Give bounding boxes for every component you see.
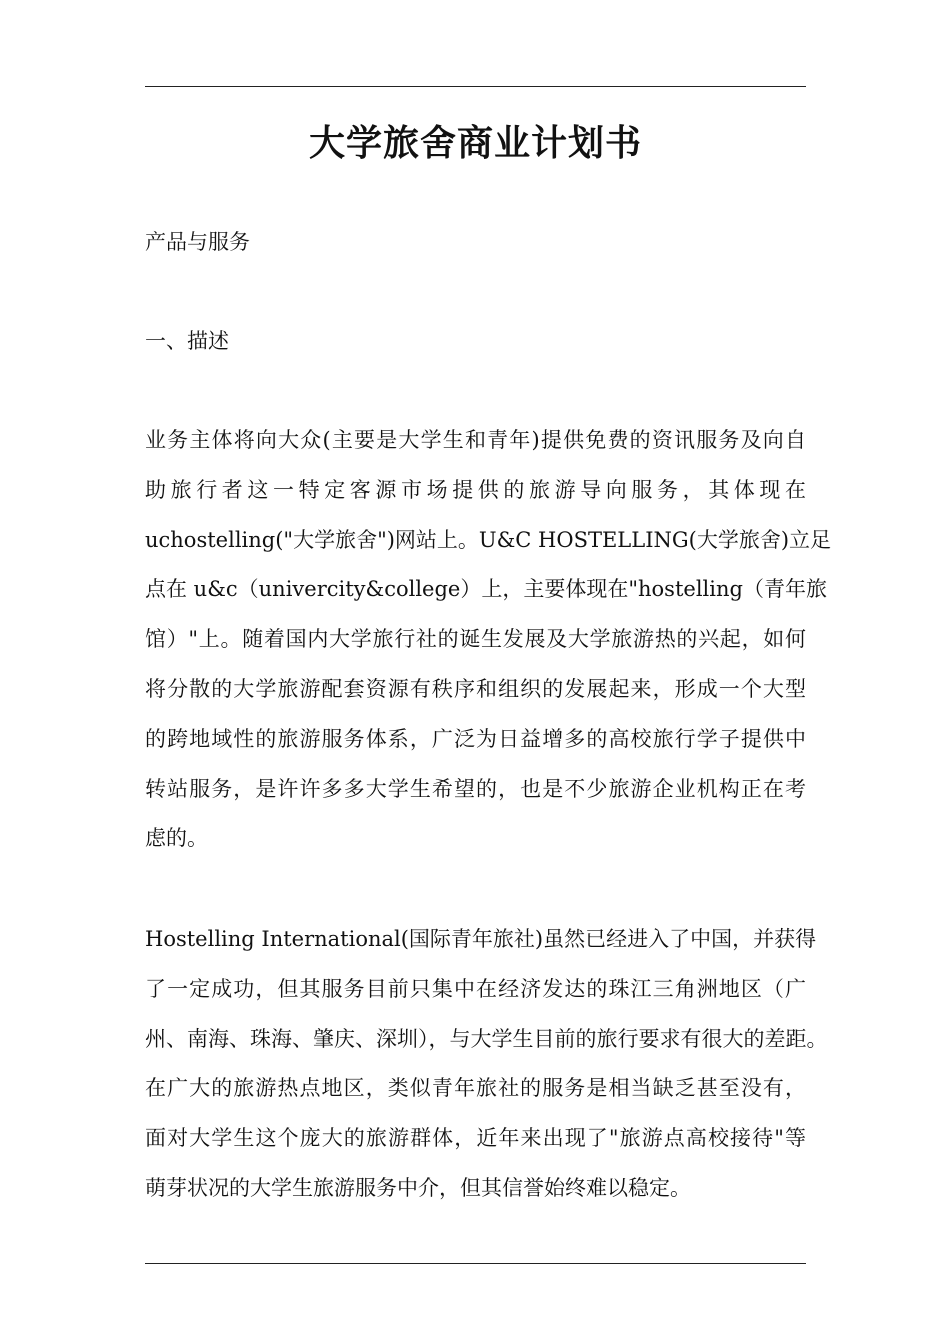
paragraph-line: 的跨地域性的旅游服务体系，广泛为日益增多的高校旅行学子提供中: [145, 726, 806, 751]
paragraph-line: 萌芽状况的大学生旅游服务中介，但其信誉始终难以稳定。: [145, 1175, 691, 1200]
paragraph-line: 州、南海、珠海、肇庆、深圳），与大学生目前的旅行要求有很大的差距。: [145, 1026, 828, 1051]
paragraph-description: [145, 423, 832, 871]
paragraph-line: uchostelling("大学旅舍")网站上。U&C HOSTELLING(大学旅舍)立足: [145, 527, 832, 552]
paragraph-line: Hostelling International(国际青年旅社)虽然已经进入了中国，并获得: [145, 927, 817, 951]
paragraph-line: 业务主体将向大众(主要是大学生和青年)提供免费的资讯服务及向自: [145, 428, 806, 452]
paragraph-line: 助旅行者这一特定客源市场提供的旅游导向服务，其体现在: [145, 477, 806, 502]
document-title: 大学旅舍商业计划书: [308, 123, 642, 164]
paragraph-line: 馆）"上。随着国内大学旅行社的诞生发展及大学旅游热的兴起，如何: [145, 627, 806, 652]
footer-rule: [145, 1263, 806, 1264]
section-heading: 产品与服务: [145, 230, 250, 254]
paragraph-line: 面对大学生这个庞大的旅游群体，近年来出现了"旅游点高校接待"等: [145, 1126, 806, 1151]
subsection-heading: 一、描述: [145, 329, 229, 353]
paragraph-line: 在广大的旅游热点地区，类似青年旅社的服务是相当缺乏甚至没有，: [145, 1076, 806, 1101]
paragraph-line: 转站服务，是许许多多大学生希望的，也是不少旅游企业机构正在考: [145, 776, 806, 801]
paragraph-hostelling-international: [145, 922, 828, 1221]
paragraph-line: 虑的。: [145, 826, 208, 851]
header-rule: [145, 86, 806, 87]
paragraph-line: 点在 u&c（univercity&college）上，主要体现在"hostelling（青年旅: [145, 577, 827, 602]
paragraph-line: 了一定成功，但其服务目前只集中在经济发达的珠江三角洲地区（广: [145, 976, 806, 1001]
paragraph-line: 将分散的大学旅游配套资源有秩序和组织的发展起来，形成一个大型: [145, 676, 806, 701]
